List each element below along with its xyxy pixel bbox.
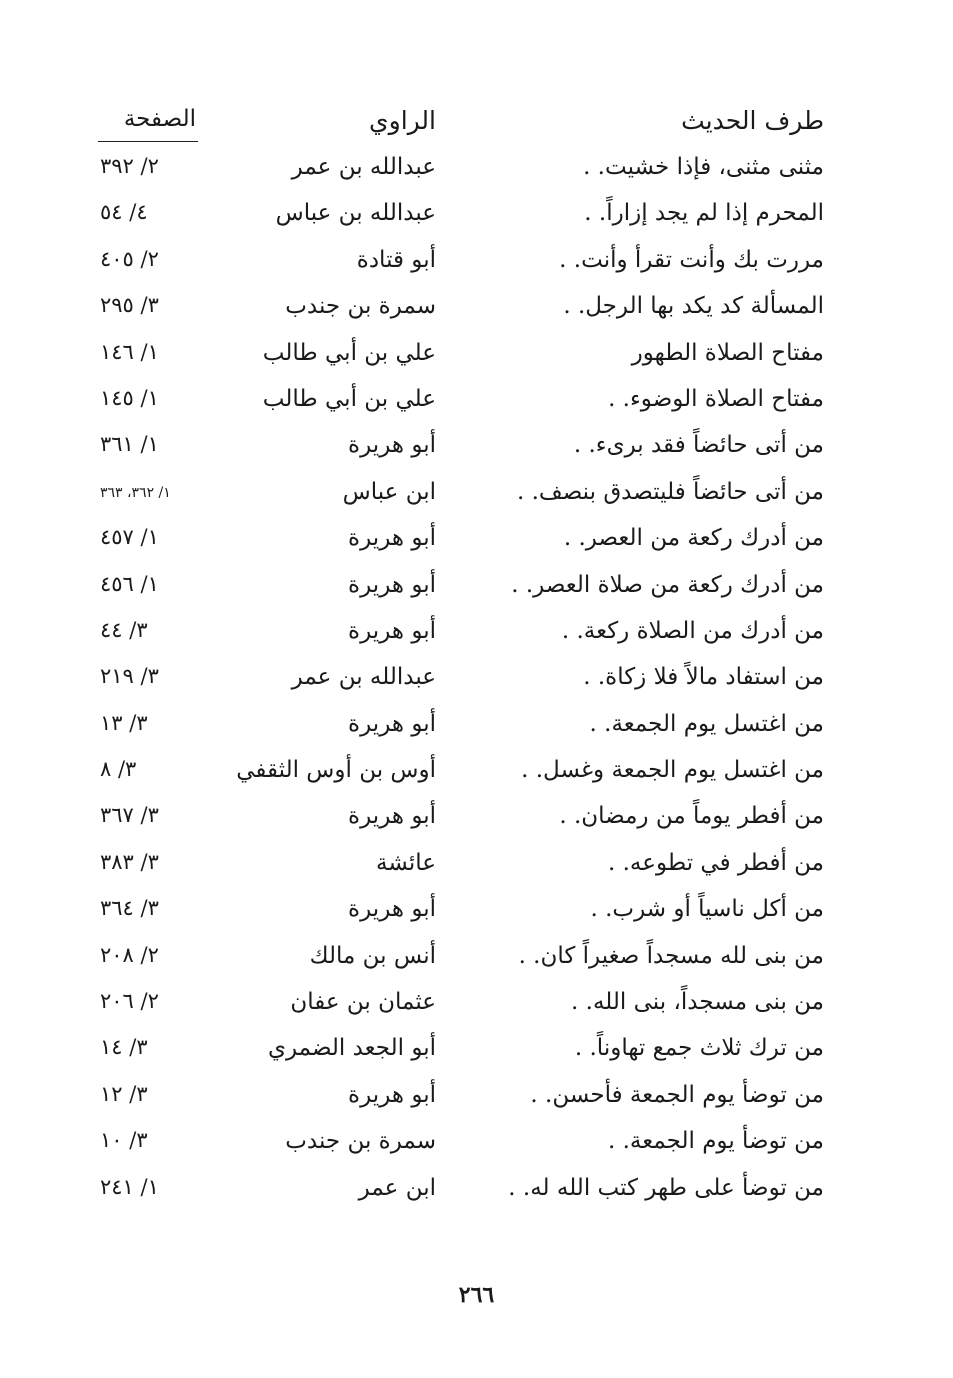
table-row: [100, 890, 828, 936]
page-reference: ١/ ٢٤١: [100, 1174, 159, 1199]
page-reference: ٢/ ٣٩٢: [100, 154, 159, 178]
page-reference: ٣/ ٢١٩: [100, 664, 159, 689]
hadith-text: من أفطر يوماً من رمضان. .: [559, 803, 824, 830]
table-row: [100, 287, 828, 333]
page-reference: ٢/ ٢٠٨: [100, 942, 159, 967]
table-row: [100, 983, 828, 1029]
table-row: [100, 844, 828, 890]
table-row: [100, 705, 828, 751]
hadith-text: من بنى لله مسجداً صغيراً كان. .: [518, 942, 824, 969]
narrator-name: أبو هريرة: [348, 432, 436, 459]
hadith-text: من أكل ناسياً أو شرب. .: [590, 896, 824, 923]
hadith-text: من بنى مسجداً، بنى الله. .: [571, 989, 824, 1016]
hadith-text: المسألة كد يكد بها الرجل. .: [563, 293, 824, 320]
narrator-name: أبو هريرة: [348, 1081, 436, 1108]
narrator-name: سمرة بن جندب: [285, 1128, 436, 1155]
narrator-name: أبو الجعد الضمري: [267, 1035, 436, 1062]
table-row: [100, 148, 828, 194]
table-row: [100, 519, 828, 565]
narrator-name: أبو هريرة: [348, 803, 436, 830]
table-row: [100, 612, 828, 658]
hadith-text: مفتاح الصلاة الوضوء. .: [608, 385, 824, 412]
page-reference: ٣/ ٣٨٣: [100, 849, 159, 874]
table-row: [100, 797, 828, 843]
table-row: [100, 658, 828, 704]
page-reference: ٣/ ٨: [100, 757, 137, 782]
narrator-name: ابن عباس: [342, 478, 436, 505]
hadith-text: من ترك ثلاث جمع تهاوناً. .: [574, 1035, 824, 1062]
table-row: [100, 751, 828, 797]
hadith-text: من أتى حائضاً فليتصدق بنصف. .: [517, 478, 824, 505]
hadith-text: مفتاح الصلاة الطهور: [631, 339, 824, 366]
table-row: [100, 1169, 828, 1215]
page-reference: ٢/ ٢٠٦: [100, 989, 159, 1014]
hadith-text: مررت بك وأنت تقرأ وأنت. .: [559, 246, 824, 273]
table-row: [100, 194, 828, 240]
page-reference: ٢/ ٤٠٥: [100, 246, 159, 271]
page-reference: ١/ ١٤٥: [100, 385, 159, 410]
page-reference: ١/ ١٤٦: [100, 339, 159, 364]
hadith-text: من أدرك ركعة من صلاة العصر. .: [511, 571, 824, 598]
header-hadith: طرف الحديث: [681, 106, 824, 135]
table-row: [100, 937, 828, 983]
hadith-text: من أتى حائضاً فقد برىء. .: [573, 432, 824, 459]
narrator-name: علي بن أبي طالب: [262, 339, 436, 366]
narrator-name: عائشة: [376, 849, 436, 876]
hadith-text: من اغتسل يوم الجمعة. .: [589, 710, 824, 737]
hadith-text: من توضأ يوم الجمعة فأحسن. .: [530, 1081, 824, 1108]
hadith-text: من توضأ على طهر كتب الله له. .: [508, 1174, 824, 1201]
narrator-name: أبو هريرة: [348, 571, 436, 598]
narrator-name: أبو قتادة: [356, 246, 436, 273]
narrator-name: أوس بن أوس الثقفي: [236, 757, 436, 784]
table-row: [100, 473, 828, 519]
page-reference: ١/ ٤٥٦: [100, 571, 159, 596]
hadith-text: من استفاد مالاً فلا زكاة. .: [583, 664, 824, 691]
page-reference: ٣/ ١٤: [100, 1035, 148, 1060]
hadith-index-table: [100, 148, 828, 1215]
narrator-name: أبو هريرة: [348, 710, 436, 737]
table-row: [100, 380, 828, 426]
page-reference: ١/ ٣٦١: [100, 432, 159, 457]
hadith-text: من أدرك ركعة من العصر. .: [563, 525, 824, 552]
table-row: [100, 1076, 828, 1122]
narrator-name: ابن عمر: [358, 1174, 436, 1201]
page-reference: ٣/ ٣٦٧: [100, 803, 159, 828]
narrator-name: أبو هريرة: [348, 525, 436, 552]
narrator-name: علي بن أبي طالب: [262, 385, 436, 412]
page-reference: ٣/ ١٢: [100, 1081, 148, 1106]
page-reference: ٣/ ٣٦٤: [100, 896, 159, 921]
table-row: [100, 1122, 828, 1168]
page-reference: ١/ ٣٦٢، ٣٦٣: [100, 484, 171, 501]
narrator-name: سمرة بن جندب: [285, 293, 436, 320]
header-underline: [98, 141, 198, 142]
hadith-text: من أدرك من الصلاة ركعة. .: [561, 617, 824, 644]
table-row: [100, 1029, 828, 1075]
page-number: ٢٦٦: [458, 1282, 495, 1308]
hadith-text: المحرم إذا لم يجد إزاراً. .: [584, 200, 824, 227]
table-row: [100, 334, 828, 380]
narrator-name: أنس بن مالك: [309, 942, 436, 969]
narrator-name: عبدالله بن عباس: [275, 200, 436, 227]
header-narrator: الراوي: [369, 106, 436, 135]
table-row: [100, 426, 828, 472]
hadith-text: من توضأ يوم الجمعة. .: [607, 1128, 824, 1155]
hadith-text: من اغتسل يوم الجمعة وغسل. .: [521, 757, 824, 784]
page-reference: ٣/ ٢٩٥: [100, 293, 159, 318]
page-reference: ٣/ ١٠: [100, 1128, 148, 1153]
page-reference: ٣/ ١٣: [100, 710, 148, 735]
page-reference: ٤/ ٥٤: [100, 200, 148, 225]
narrator-name: عبدالله بن عمر: [291, 664, 436, 691]
narrator-name: عثمان بن عفان: [290, 989, 436, 1016]
narrator-name: عبدالله بن عمر: [291, 154, 436, 180]
table-header: [100, 104, 828, 144]
page-reference: ٣/ ٤٤: [100, 617, 148, 642]
hadith-text: من أفطر في تطوعه. .: [607, 849, 824, 876]
hadith-text: مثنى مثنى، فإذا خشيت. .: [583, 154, 824, 180]
header-page: الصفحة: [123, 106, 196, 132]
table-row: [100, 566, 828, 612]
page-reference: ١/ ٤٥٧: [100, 525, 159, 550]
narrator-name: أبو هريرة: [348, 617, 436, 644]
narrator-name: أبو هريرة: [348, 896, 436, 923]
table-row: [100, 241, 828, 287]
